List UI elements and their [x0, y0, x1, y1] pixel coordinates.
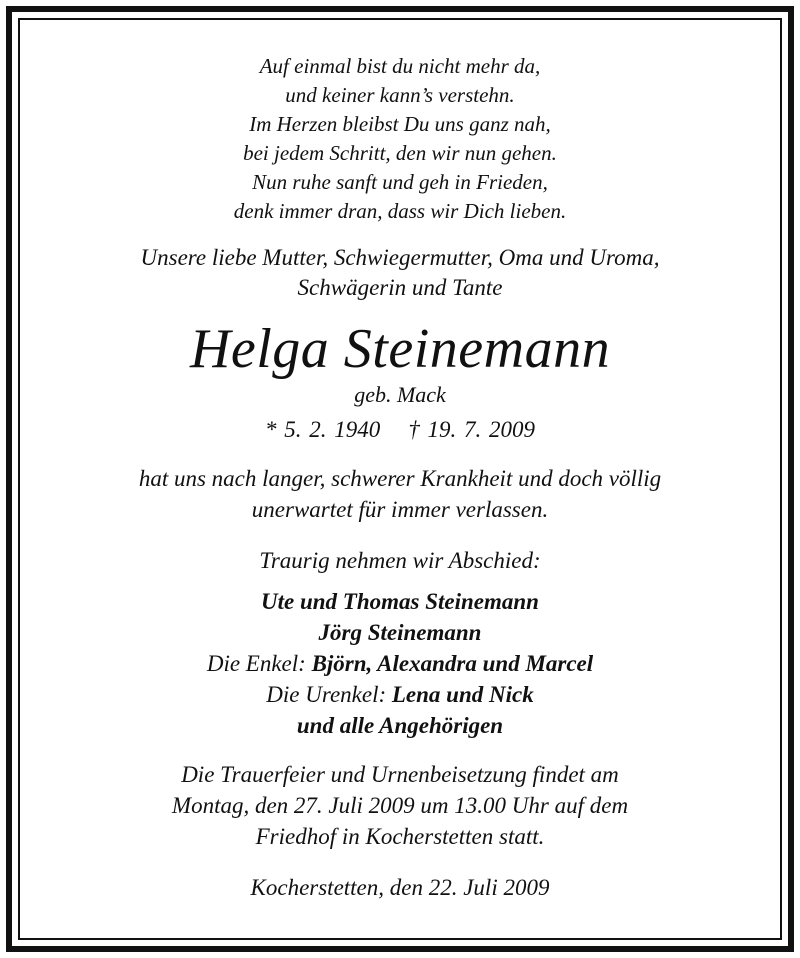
life-dates — [12, 415, 788, 445]
relatives: und alle Angehörigen — [296, 713, 504, 738]
family-line: Ute und Thomas Steinemann — [261, 589, 539, 614]
grandchildren-label: Die Enkel: — [206, 651, 306, 676]
intro — [12, 243, 788, 303]
farewell: Traurig nehmen wir Abschied: — [259, 548, 541, 573]
message — [12, 463, 788, 525]
service-line: Friedhof in Kocherstetten statt. — [255, 824, 545, 849]
obituary-outer-border — [6, 6, 794, 952]
place-date: Kocherstetten, den 22. Juli 2009 — [250, 875, 550, 900]
maiden-name: geb. Mack — [354, 382, 446, 407]
intro-line: Unsere liebe Mutter, Schwiegermutter, Oma und Uroma, — [140, 245, 660, 270]
poem-line: Nun ruhe sanft und geh in Frieden, — [252, 170, 548, 194]
grandchildren-names: Björn, Alexandra und Marcel — [311, 651, 594, 676]
poem-line: bei jedem Schritt, den wir nun gehen. — [243, 141, 557, 165]
service-line: Montag, den 27. Juli 2009 um 13.00 Uhr auf dem — [171, 793, 629, 818]
poem-line: Im Herzen bleibst Du uns ganz nah, — [249, 112, 551, 136]
greatgrandchildren-label: Die Urenkel: — [266, 682, 387, 707]
service-info — [12, 759, 788, 852]
poem-line: Auf einmal bist du nicht mehr da, — [259, 54, 541, 78]
birth-date: * 5. 2. 1940 — [265, 417, 381, 442]
poem — [12, 52, 788, 226]
intro-line: Schwägerin und Tante — [297, 275, 503, 300]
message-line: unerwartet für immer verlassen. — [251, 497, 549, 522]
family-line: Jörg Steinemann — [318, 620, 482, 645]
greatgrandchildren-names: Lena und Nick — [391, 682, 534, 707]
family-list — [12, 586, 788, 741]
message-line: hat uns nach langer, schwerer Krankheit und doch völlig — [138, 466, 662, 491]
death-date: † 19. 7. 2009 — [408, 417, 535, 442]
service-line: Die Trauerfeier und Urnenbeisetzung findet am — [181, 762, 619, 787]
poem-line: und keiner kann’s verstehn. — [285, 83, 515, 107]
poem-line: denk immer dran, dass wir Dich lieben. — [233, 199, 567, 223]
deceased-name: Helga Steinemann — [189, 318, 611, 380]
obituary-content — [12, 52, 788, 903]
